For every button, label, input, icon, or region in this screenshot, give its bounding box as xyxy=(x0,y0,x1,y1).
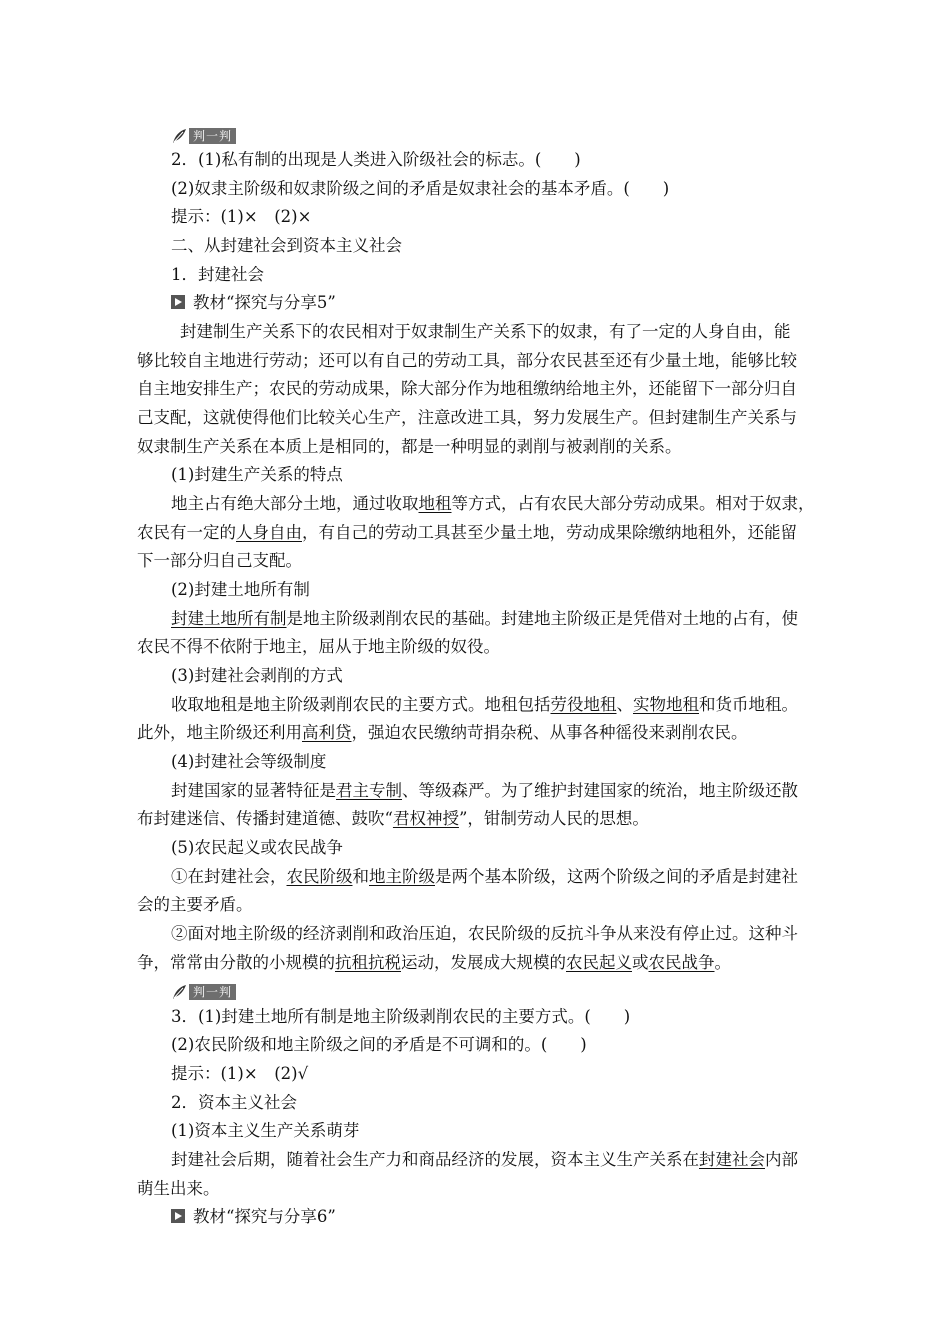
blank-answer: 农民阶级 xyxy=(286,867,353,886)
subsection-feudal: 1．封建社会 xyxy=(171,265,264,284)
para-line: ②面对地主阶级的经济剥削和政治压迫，农民阶级的反抗斗争从来没有停止过。这种斗 xyxy=(171,924,798,943)
blank-answer: 农民战争 xyxy=(648,953,715,972)
para-line: 会的主要矛盾。 xyxy=(137,895,253,914)
leaf-icon xyxy=(171,984,187,1000)
play-icon xyxy=(171,295,185,309)
section-heading-2: 二、从封建社会到资本主义社会 xyxy=(171,236,402,255)
blank-answer: 抗租抗税 xyxy=(335,953,401,972)
hint-2: 提示：(1)× (2)× xyxy=(171,207,312,226)
para-line: 封建制生产关系下的农民相对于奴隶制生产关系下的奴隶，有了一定的人身自由，能 xyxy=(180,322,791,341)
play-icon xyxy=(171,1209,185,1223)
textbook-ref-label: 教材“探究与分享5” xyxy=(193,293,336,312)
para-line: 下一部分归自己支配。 xyxy=(137,551,302,570)
question-3-2: (2)农民阶级和地主阶级之间的矛盾是不可调和的。( ) xyxy=(171,1035,587,1054)
blank-answer: 君权神授 xyxy=(392,809,459,828)
para-line: 封建土地所有制是地主阶级剥削农民的基础。封建地主阶级正是凭借对土地的占有，使 xyxy=(171,609,798,628)
para-line: 封建社会后期，随着社会生产力和商品经济的发展，资本主义生产关系在封建社会内部 xyxy=(171,1150,798,1169)
para-line: ①在封建社会，农民阶级和地主阶级是两个基本阶级，这两个阶级之间的矛盾是封建社 xyxy=(171,867,798,886)
textbook-ref-5 xyxy=(171,292,336,314)
para-line: 萌生出来。 xyxy=(137,1179,220,1198)
blank-answer: 君主专制 xyxy=(336,781,402,800)
para-line: 封建国家的显著特征是君主专制、等级森严。为了维护封建国家的统治，地主阶级还散 xyxy=(171,781,798,800)
para-line: 自主地安排生产；农民的劳动成果，除大部分作为地租缴纳给地主外，还能留下一部分归自 xyxy=(137,379,797,398)
point-heading-cap-1: (1)资本主义生产关系萌芽 xyxy=(171,1121,360,1140)
para-line: 农民不得不依附于地主，屈从于地主阶级的奴役。 xyxy=(137,637,500,656)
badge-label: 判一判 xyxy=(189,984,236,1000)
point-heading-4: (4)封建社会等级制度 xyxy=(171,752,327,771)
point-heading-2: (2)封建土地所有制 xyxy=(171,580,310,599)
para-line: 收取地租是地主阶级剥削农民的主要方式。地租包括劳役地租、实物地租和货币地租。 xyxy=(171,695,798,714)
para-line: 农民有一定的人身自由，有自己的劳动工具甚至少量土地，劳动成果除缴纳地租外，还能留 xyxy=(137,523,797,542)
judge-badge xyxy=(171,125,236,147)
question-2-2: (2)奴隶主阶级和奴隶阶级之间的矛盾是奴隶社会的基本矛盾。( ) xyxy=(171,179,670,198)
blank-answer: 劳役地租 xyxy=(550,695,617,714)
para-line: 地主占有绝大部分土地，通过收取地租等方式，占有农民大部分劳动成果。相对于奴隶， xyxy=(171,494,815,513)
subsection-capitalist: 2．资本主义社会 xyxy=(171,1093,297,1112)
para-line: 布封建迷信、传播封建道德、鼓吹“君权神授”，钳制劳动人民的思想。 xyxy=(137,809,649,828)
para-line: 奴隶制生产关系在本质上是相同的，都是一种明显的剥削与被剥削的关系。 xyxy=(137,437,682,456)
blank-answer: 农民起义 xyxy=(566,953,632,972)
textbook-ref-label: 教材“探究与分享6” xyxy=(193,1207,336,1226)
para-line: 此外，地主阶级还利用高利贷，强迫农民缴纳苛捐杂税、从事各种徭役来剥削农民。 xyxy=(137,723,748,742)
blank-answer: 实物地租 xyxy=(633,695,699,714)
blank-answer: 高利贷 xyxy=(302,723,352,742)
leaf-icon xyxy=(171,128,187,144)
point-heading-5: (5)农民起义或农民战争 xyxy=(171,838,343,857)
point-heading-3: (3)封建社会剥削的方式 xyxy=(171,666,343,685)
blank-answer: 地租 xyxy=(418,494,452,513)
point-heading-1: (1)封建生产关系的特点 xyxy=(171,465,343,484)
para-line: 够比较自主地进行劳动；还可以有自己的劳动工具，部分农民甚至还有少量土地，能够比较 xyxy=(137,351,797,370)
para-line: 己支配，这就使得他们比较关心生产，注意改进工具，努力发展生产。但封建制生产关系与 xyxy=(137,408,797,427)
hint-3: 提示：(1)× (2)√ xyxy=(171,1064,309,1083)
badge-label: 判一判 xyxy=(189,128,236,144)
para-line: 争，常常由分散的小规模的抗租抗税运动，发展成大规模的农民起义或农民战争。 xyxy=(137,953,731,972)
blank-answer: 封建社会 xyxy=(699,1150,765,1169)
blank-answer: 封建土地所有制 xyxy=(171,609,287,628)
question-2-1: 2．(1)私有制的出现是人类进入阶级社会的标志。( ) xyxy=(171,150,581,169)
question-3-1: 3．(1)封建土地所有制是地主阶级剥削农民的主要方式。( ) xyxy=(171,1007,631,1026)
judge-badge xyxy=(171,981,236,1003)
textbook-ref-6 xyxy=(171,1206,336,1228)
blank-answer: 人身自由 xyxy=(236,523,302,542)
blank-answer: 地主阶级 xyxy=(369,867,435,886)
